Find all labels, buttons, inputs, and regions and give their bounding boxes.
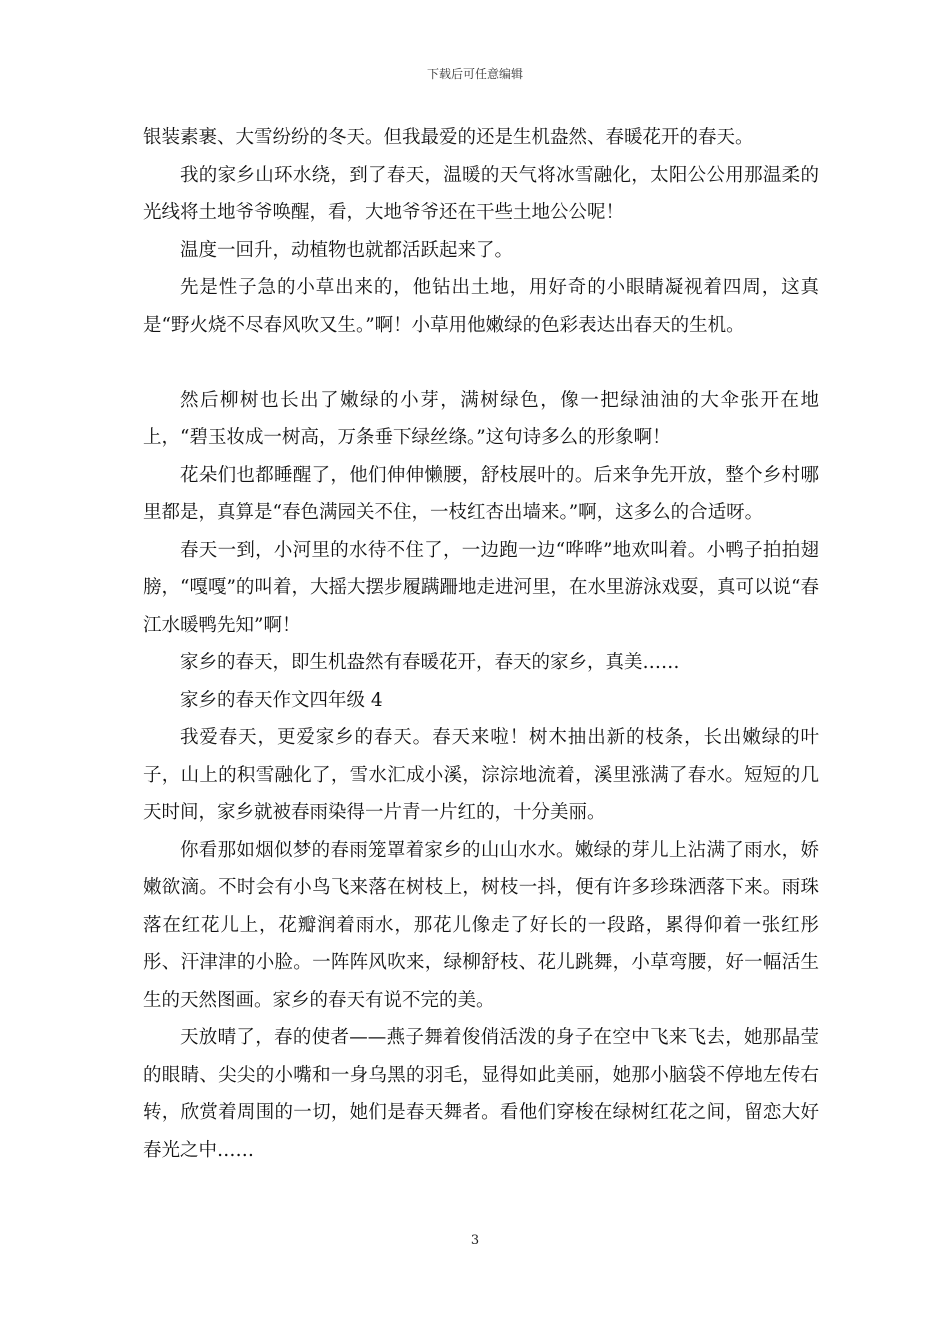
paragraph-8: 家乡的春天，即生机盎然有春暖花开，春天的家乡，真美…… (180, 652, 680, 673)
paragraph-6: 花朵们也都睡醒了，他们伸伸懒腰，舒枝展叶的。后来争先开放，整个乡村哪里都是，真算是“春色满园关不住，一枝红杏出墙来。”啊，这多么的合适呀。 (143, 464, 819, 523)
page-number: 3 (470, 1233, 480, 1248)
paragraph-11: 天放晴了，春的使者——燕子舞着俊俏活泼的身子在空中飞来飞去，她那晶莹的眼睛、尖尖的小嘴和一身乌黑的羽毛，显得如此美丽，她那小脑袋不停地左传右转，欣赏着周围的一切，她们是春天舞者。看他们穿梭在绿树红花之间，留恋大好春光之中…… (143, 1027, 819, 1161)
paragraph-7: 春天一到，小河里的水待不住了，一边跑一边“哗哗”地欢叫着。小鸭子拍拍翅膀，“嘎嘎”的叫着，大摇大摆步履蹒跚地走进河里，在水里游泳戏耍，真可以说“春江水暖鸭先知”啊！ (143, 539, 819, 636)
paragraph-9: 我爱春天，更爱家乡的春天。春天来啦！树木抽出新的枝条，长出嫩绿的叶子，山上的积雪融化了，雪水汇成小溪，淙淙地流着，溪里涨满了春水。短短的几天时间，家乡就被春雨染得一片青一片红的，十分美丽。 (143, 727, 819, 823)
blank-line (143, 344, 819, 382)
paragraph-1: 银装素裹、大雪纷纷的冬天。但我最爱的还是生机盎然、春暖花开的春天。 (143, 127, 754, 148)
page-header: 下载后可任意编辑 (426, 67, 523, 81)
paragraph-10: 你看那如烟似梦的春雨笼罩着家乡的山山水水。嫩绿的芽儿上沾满了雨水，娇嫩欲滴。不时会有小鸟飞来落在树枝上，树枝一抖，便有许多珍珠洒落下来。雨珠落在红花儿上，花瓣润着雨水，那花儿像走了好长的一段路，累得仰着一张红彤彤、汗津津的小脸。一阵阵风吹来，绿柳舒枝、花儿跳舞，小草弯腰，好一幅活生生的天然图画。家乡的春天有说不完的美。 (143, 839, 819, 1011)
paragraph-3: 温度一回升，动植物也就都活跃起来了。 (180, 239, 514, 261)
paragraph-5: 然后柳树也长出了嫩绿的小芽，满树绿色，像一把绿油油的大伞张开在地上，“碧玉妆成一树高，万条垂下绿丝绦。”这句诗多么的形象啊！ (143, 389, 819, 448)
paragraph-2: 我的家乡山环水绕，到了春天，温暖的天气将冰雪融化，太阳公公用那温柔的光线将土地爷爷唤醒，看，大地爷爷还在干些土地公公呢！ (143, 164, 819, 223)
paragraph-4: 先是性子急的小草出来的，他钻出土地，用好奇的小眼睛凝视着四周，这真是“野火烧不尽春风吹又生。”啊！小草用他嫩绿的色彩表达出春天的生机。 (143, 277, 819, 336)
document-body (143, 119, 819, 1169)
section-title: 家乡的春天作文四年级 4 (180, 689, 383, 711)
